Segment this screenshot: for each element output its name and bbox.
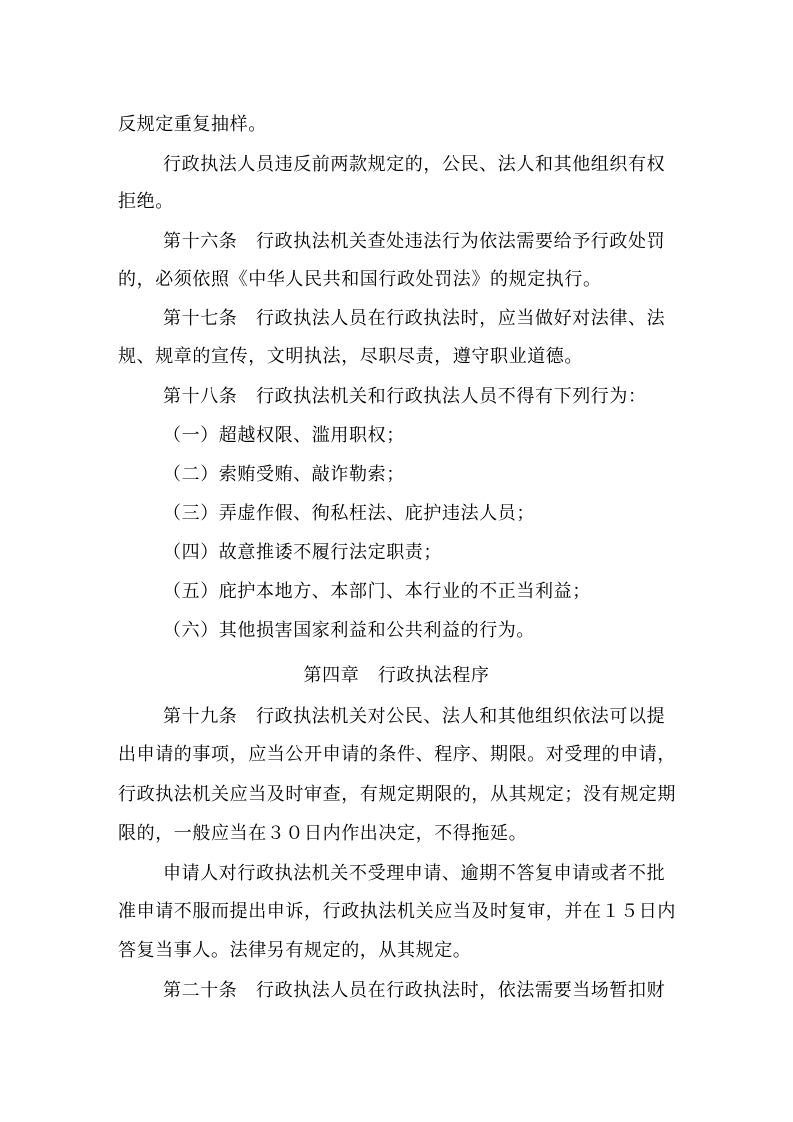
list-item: （六）其他损害国家利益和公共利益的行为。 <box>163 620 535 641</box>
list-item: （一）超越权限、滥用职权； <box>163 425 405 446</box>
paragraph-line: 限的，一般应当在３０日内作出决定，不得拖延。 <box>118 823 528 844</box>
paragraph-line: 准申请不服而提出申诉，行政执法机关应当及时复审，并在１５日内 <box>118 901 676 922</box>
paragraph-line: 行政执法机关应当及时审查，有规定期限的，从其规定；没有规定期 <box>118 784 676 805</box>
chapter-heading: 第四章 行政执法程序 <box>303 665 490 686</box>
article-17-heading-line: 第十七条 行政执法人员在行政执法时，应当做好对法律、法 <box>163 308 666 329</box>
list-item: （五）庇护本地方、本部门、本行业的不正当利益； <box>163 581 591 602</box>
paragraph-line: 出申请的事项，应当公开申请的条件、程序、期限。对受理的申请， <box>118 744 676 765</box>
article-18-heading-line: 第十八条 行政执法机关和行政执法人员不得有下列行为： <box>163 386 647 407</box>
list-item: （四）故意推诿不履行法定职责； <box>163 542 442 563</box>
article-20-heading-line: 第二十条 行政执法人员在行政执法时，依法需要当场暂扣财 <box>163 980 666 1001</box>
paragraph-line: 行政执法人员违反前两款规定的，公民、法人和其他组织有权 <box>163 154 666 175</box>
paragraph-line: 规、规章的宣传，文明执法，尽职尽责，遵守职业道德。 <box>118 346 583 367</box>
list-item: （二）索贿受贿、敲诈勒索； <box>163 464 405 485</box>
paragraph-line: 答复当事人。法律另有规定的，从其规定。 <box>118 940 472 961</box>
paragraph-line: 的，必须依照《中华人民共和国行政处罚法》的规定执行。 <box>118 269 602 290</box>
article-16-heading-line: 第十六条 行政执法机关查处违法行为依法需要给予行政处罚 <box>163 231 666 252</box>
list-item: （三）弄虚作假、徇私枉法、庇护违法人员； <box>163 503 535 524</box>
paragraph-line: 申请人对行政执法机关不受理申请、逾期不答复申请或者不批 <box>163 863 666 884</box>
article-19-heading-line: 第十九条 行政执法机关对公民、法人和其他组织依法可以提 <box>163 706 666 727</box>
paragraph-line: 拒绝。 <box>118 191 174 212</box>
paragraph-line: 反规定重复抽样。 <box>118 114 267 135</box>
